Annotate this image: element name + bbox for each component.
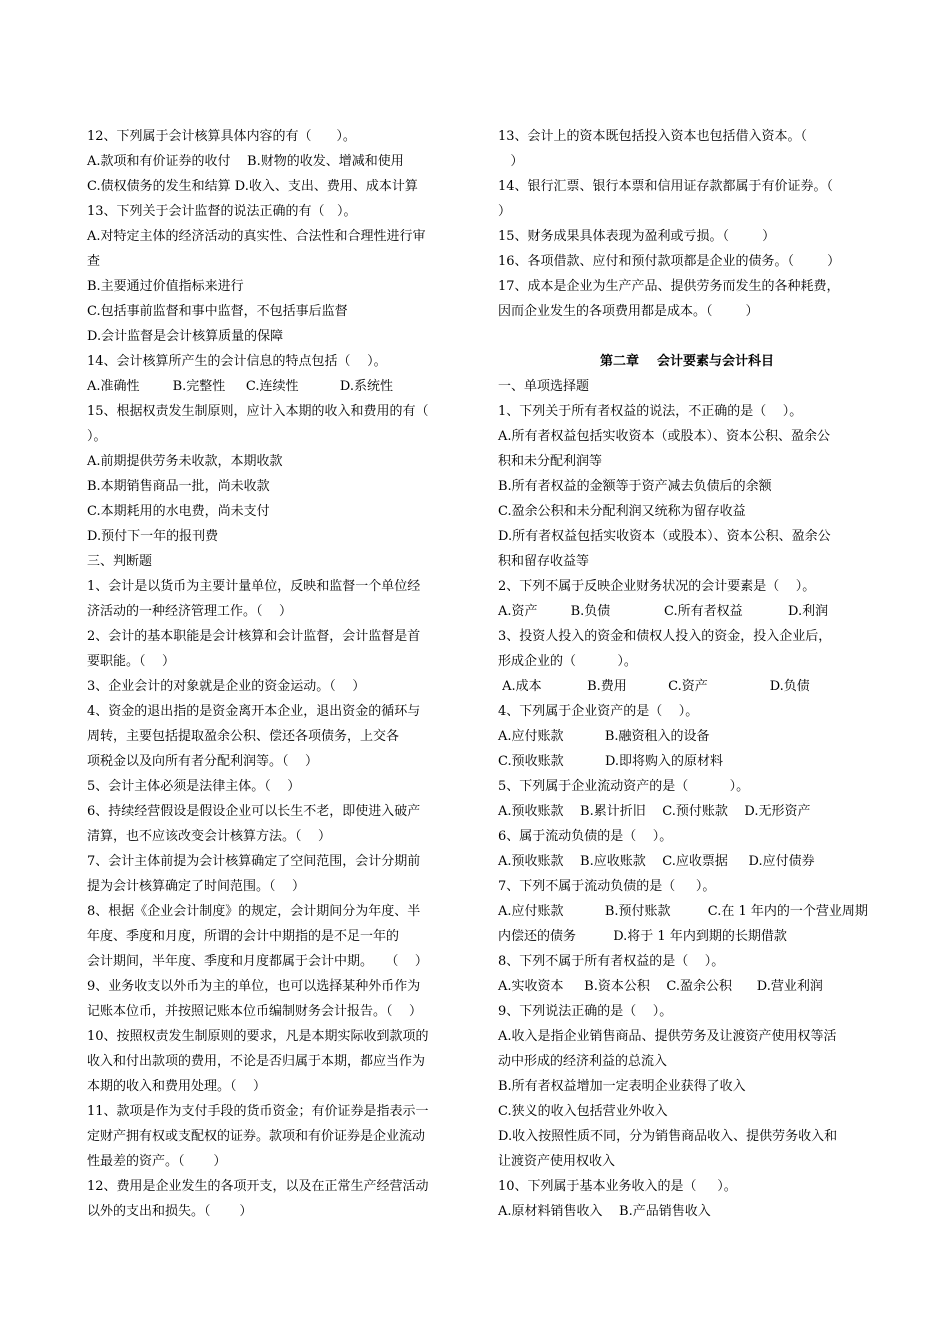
text-line: ） [498,154,524,169]
text-line: 周转，主要包括提取盈余公积、偿还各项债务，上交各 [87,729,400,744]
text-line: 要职能。（ ） [87,654,176,669]
text-line: B.主要通过价值指标来进行 [87,279,244,294]
text-line: 10、按照权责发生制原则的要求，凡是本期实际收到款项的 [87,1029,429,1044]
text-line: 8、根据《企业会计制度》的规定，会计期间分为年度、半 [87,904,421,919]
text-line: A.准确性 B.完整性 C.连续性 D.系统性 [87,379,393,394]
text-line: D.所有者权益包括实收资本（或股本）、资本公积、盈余公 [498,529,831,544]
text-line: 5、会计主体必须是法律主体。（ ） [87,779,301,794]
text-line: 提为会计核算确定了时间范围。（ ） [87,879,306,894]
text-line: 12、费用是企业发生的各项开支，以及在正常生产经营活动 [87,1179,429,1194]
text-line: B.所有者权益增加一定表明企业获得了收入 [498,1079,746,1094]
text-line: 定财产拥有权或支配权的证券。款项和有价证券是企业流动 [87,1129,426,1144]
text-line: A.收入是指企业销售商品、提供劳务及让渡资产使用权等活 [498,1029,837,1044]
text-line: 2、会计的基本职能是会计核算和会计监督，会计监督是首 [87,629,421,644]
text-line: 14、银行汇票、银行本票和信用证存款都属于有价证券。（ [498,179,834,194]
text-line: 一、单项选择题 [498,379,590,394]
text-line: C.本期耗用的水电费，尚未支付 [87,504,270,519]
text-line: A.原材料销售收入 B.产品销售收入 [498,1204,711,1219]
text-line: A.预收账款 B.应收账款 C.应收票据 D.应付债券 [498,854,815,869]
text-line: 7、会计主体前提为会计核算确定了空间范围，会计分期前 [87,854,421,869]
text-line: 3、投资人投入的资金和债权人投入的资金，投入企业后， [498,629,832,644]
left-column [87,124,463,1224]
text-line: 三、判断题 [87,554,153,569]
text-line: A.成本 B.费用 C.资产 D.负债 [498,679,810,694]
text-line: 9、下列说法正确的是（ ）。 [498,1004,673,1019]
text-line: A.款项和有价证券的收付 B.财物的收发、增减和使用 [87,154,404,169]
text-line: 3、企业会计的对象就是企业的资金运动。（ ） [87,679,366,694]
text-line: ） [498,204,512,219]
text-line: 10、下列属于基本业务收入的是（ ）。 [498,1179,737,1194]
text-line: ）。 [87,429,107,444]
text-line: 积和留存收益等 [498,554,590,569]
chapter-title: 第二章 会计要素与会计科目 [599,354,775,369]
text-line: 本期的收入和费用处理。（ ） [87,1079,267,1094]
text-line: C.狭义的收入包括营业外收入 [498,1104,668,1119]
text-line: 4、资金的退出指的是资金离开本企业，退出资金的循环与 [87,704,421,719]
text-line: 7、下列不属于流动负债的是（ ）。 [498,879,716,894]
text-line: A.预收账款 B.累计折旧 C.预付账款 D.无形资产 [498,804,811,819]
right-column [498,124,876,1224]
text-line: D.收入按照性质不同，分为销售商品收入、提供劳务收入和 [498,1129,838,1144]
text-line: B.本期销售商品一批，尚未收款 [87,479,270,494]
text-line: C.债权债务的发生和结算 D.收入、支出、费用、成本计算 [87,179,418,194]
text-line: B.所有者权益的金额等于资产减去负债后的余额 [498,479,772,494]
text-line: A.所有者权益包括实收资本（或股本）、资本公积、盈余公 [498,429,831,444]
text-line: 年度、季度和月度，所谓的会计中期指的是不足一年的 [87,929,400,944]
text-line: 5、下列属于企业流动资产的是（ ）。 [498,779,750,794]
text-line: 内偿还的债务 D.将于 1 年内到期的长期借款 [498,929,787,944]
text-line: C.包括事前监督和事中监督，不包括事后监督 [87,304,348,319]
text-line: 16、各项借款、应付和预付款项都是企业的债务。（ ） [498,254,841,269]
text-line: 4、下列属于企业资产的是（ ）。 [498,704,699,719]
right-column-bottom [498,374,876,1224]
text-line: A.应付账款 B.融资租入的设备 [498,729,710,744]
text-line: 13、会计上的资本既包括投入资本也包括借入资本。（ [498,129,808,144]
text-line: 13、下列关于会计监督的说法正确的有（ ）。 [87,204,357,219]
text-line: 15、财务成果具体表现为盈利或亏损。（ ） [498,229,776,244]
text-line: A.对特定主体的经济活动的真实性、合法性和合理性进行审 [87,229,426,244]
text-line: 6、持续经营假设是假设企业可以长生不老，即使进入破产 [87,804,421,819]
text-line: A.前期提供劳务未收款，本期收款 [87,454,283,469]
text-line: 积和未分配利润等 [498,454,603,469]
text-line: 让渡资产使用权收入 [498,1154,616,1169]
text-line: 因而企业发生的各项费用都是成本。（ ） [498,304,759,319]
text-line: 1、会计是以货币为主要计量单位，反映和监督一个单位经 [87,579,421,594]
text-line: 11、款项是作为支付手段的货币资金；有价证券是指表示一 [87,1104,429,1119]
right-column-top [498,124,876,324]
text-line: 8、下列不属于所有者权益的是（ ）。 [498,954,725,969]
text-line: A.实收资本 B.资本公积 C.盈余公积 D.营业利润 [498,979,823,994]
text-line: 17、成本是企业为生产产品、提供劳务而发生的各种耗费， [498,279,840,294]
text-line: A.应付账款 B.预付账款 C.在 1 年内的一个营业周期 [498,904,868,919]
text-line: 项税金以及向所有者分配利润等。（ ） [87,754,319,769]
text-line: 14、会计核算所产生的会计信息的特点包括（ ）。 [87,354,387,369]
text-line: C.盈余公积和未分配利润又统称为留存收益 [498,504,746,519]
text-line: 收入和付出款项的费用，不论是否归属于本期，都应当作为 [87,1054,426,1069]
text-line: 动中形成的经济利益的总流入 [498,1054,668,1069]
text-line: 会计期间，半年度、季度和月度都属于会计中期。 （ ） [87,954,428,969]
text-line: 查 [87,254,101,269]
text-line: D.会计监督是会计核算质量的保障 [87,329,284,344]
text-line: 以外的支出和损失。（ ） [87,1204,253,1219]
text-line: 15、根据权责发生制原则，应计入本期的收入和费用的有（ [87,404,429,419]
text-line: 济活动的一种经济管理工作。（ ） [87,604,293,619]
section-gap [498,324,876,349]
text-line: 性最差的资产。（ ） [87,1154,227,1169]
text-line: 记账本位币，并按照记账本位币编制财务会计报告。（ ） [87,1004,423,1019]
text-line: 清算，也不应该改变会计核算方法。（ ） [87,829,332,844]
text-line: 1、下列关于所有者权益的说法，不正确的是（ ）。 [498,404,803,419]
text-line: A.资产 B.负债 C.所有者权益 D.利润 [498,604,829,619]
text-line: 9、业务收支以外币为主的单位，也可以选择某种外币作为 [87,979,421,994]
text-line: 2、下列不属于反映企业财务状况的会计要素是（ ）。 [498,579,816,594]
text-line: C.预收账款 D.即将购入的原材料 [498,754,724,769]
text-line: 形成企业的（ ）。 [498,654,637,669]
text-line: 12、下列属于会计核算具体内容的有（ ）。 [87,129,356,144]
text-line: 6、属于流动负债的是（ ）。 [498,829,673,844]
text-line: D.预付下一年的报刊费 [87,529,219,544]
